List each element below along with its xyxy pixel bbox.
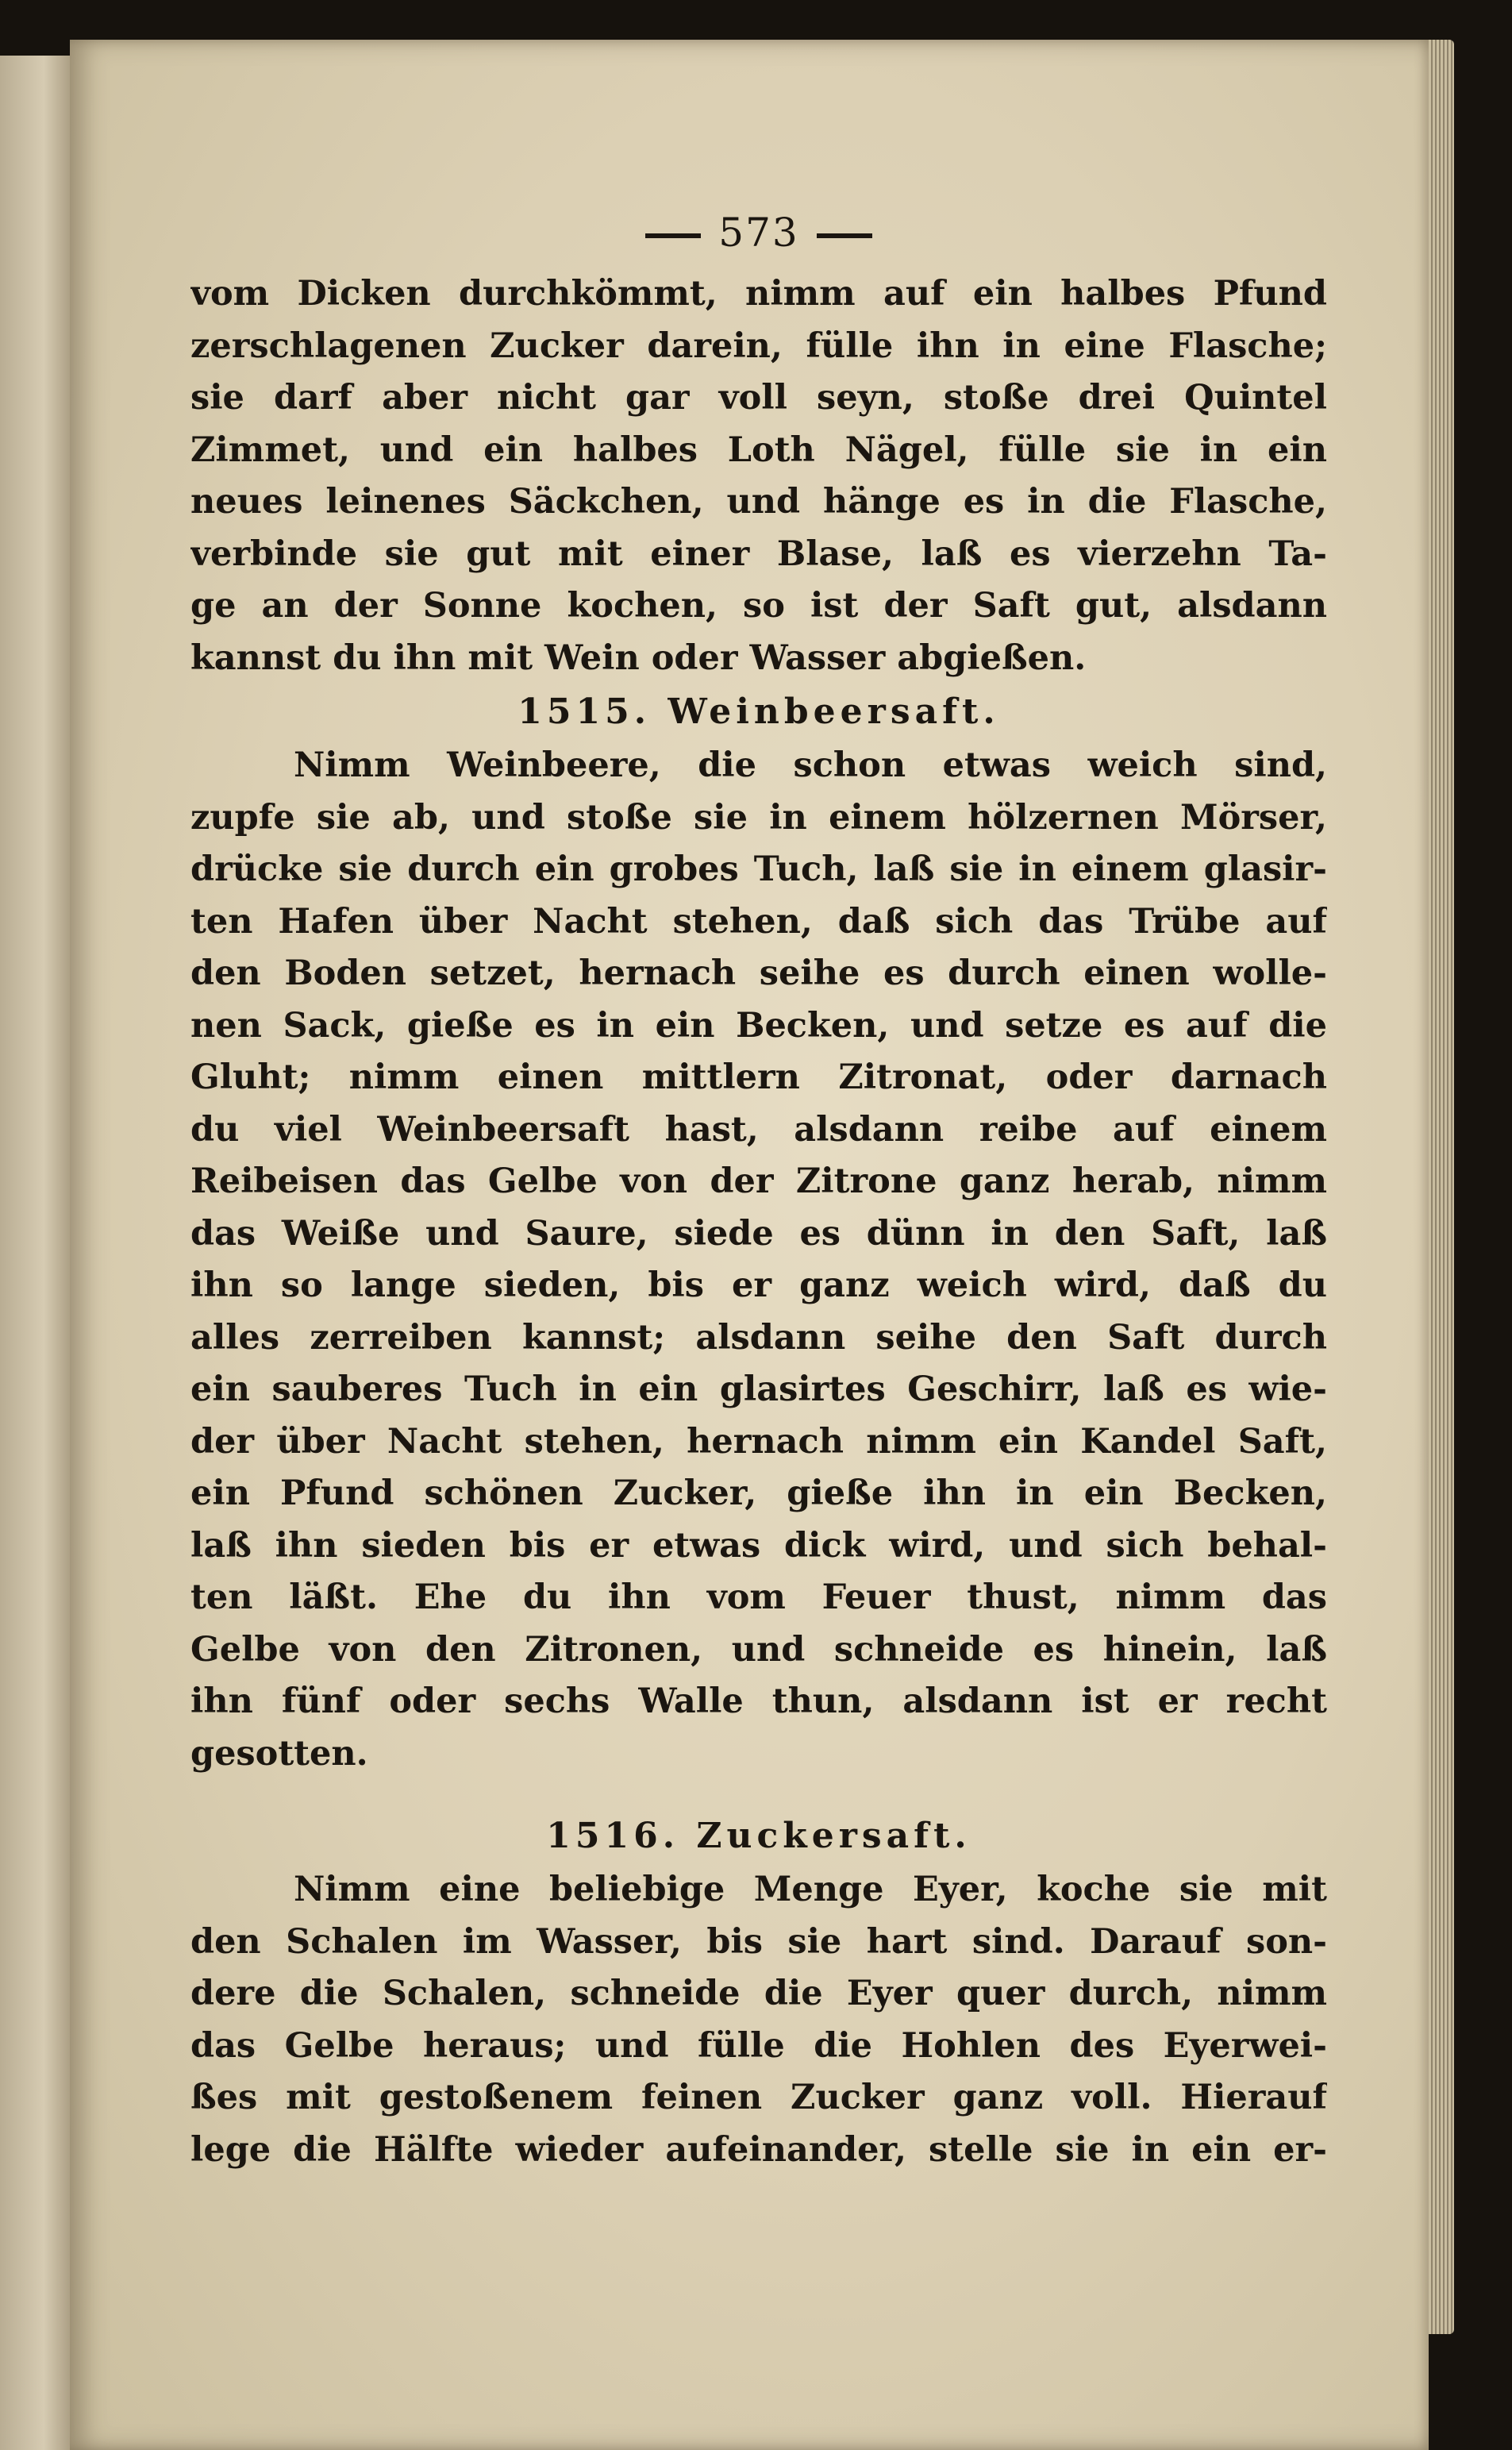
text-line: vom Dicken durchkömmt, nimm auf ein halbes Pfund [190,274,1327,314]
text-line: alles zerreiben kannst; alsdann seihe den Saft durch [190,1317,1327,1358]
page-number [190,197,1327,268]
page-number-value: 573 [718,210,799,256]
text-line: das Weiße und Saure, siede es dünn in den Saft, laß [190,1213,1327,1254]
text-line: den Boden setzet, hernach seihe es durch einen wolle- [190,953,1327,993]
facing-page-edge [0,56,75,2450]
text-line: gesotten. [190,1733,368,1774]
text-line: du viel Weinbeersaft hast, alsdann reibe auf einem [190,1109,1327,1150]
text-line: Zimmet, und ein halbes Loth Nägel, fülle sie in ein [190,430,1327,470]
text-line: zupfe sie ab, und stoße sie in einem hölzernen Mörser, [190,797,1327,838]
book-page [70,40,1429,2450]
text-line: drücke sie durch ein grobes Tuch, laß sie in einem glasir- [190,849,1327,889]
text-line: Gelbe von den Zitronen, und schneide es hinein, laß [190,1629,1327,1670]
recipe-heading-1515: 1515. Weinbeersaft. [517,691,1000,732]
page-text [190,197,1327,2176]
text-line: ihn so lange sieden, bis er ganz weich wird, daß du [190,1265,1327,1305]
text-line: sie darf aber nicht gar voll seyn, stoße drei Quintel [190,378,1327,418]
text-line: neues leinenes Säckchen, und hänge es in die Flasche, [190,482,1327,522]
text-line: ge an der Sonne kochen, so ist der Saft gut, alsdann [190,586,1327,626]
text-line: Nimm Weinbeere, die schon etwas weich sind, [294,745,1327,785]
text-line: der über Nacht stehen, hernach nimm ein Kandel Saft, [190,1421,1327,1462]
text-line: Gluht; nimm einen mittlern Zitronat, oder darnach [190,1057,1327,1097]
text-line: ßes mit gestoßenem feinen Zucker ganz voll. Hierauf [190,2078,1327,2117]
text-line: kannst du ihn mit Wein oder Wasser abgießen. [190,638,1087,678]
text-line: ten Hafen über Nacht stehen, daß sich das Trübe auf [190,901,1327,942]
text-line: nen Sack, gieße es in ein Becken, und setze es auf die [190,1005,1327,1046]
text-line: verbinde sie gut mit einer Blase, laß es vierzehn Ta- [190,534,1327,574]
text-line: Reibeisen das Gelbe von der Zitrone ganz herab, nimm [190,1161,1327,1201]
intro-paragraph [190,268,1327,684]
page-number-dash-right [817,233,872,238]
text-line: Nimm eine beliebige Menge Eyer, koche sie mit [294,1870,1327,1909]
text-line: laß ihn sieden bis er etwas dick wird, und sich behal- [190,1525,1327,1566]
recipe-heading-1516: 1516. Zuckersaft. [546,1816,971,1856]
recipe-body-1515 [190,740,1327,1780]
text-line: dere die Schalen, schneide die Eyer quer durch, nimm [190,1974,1327,2013]
text-line: den Schalen im Wasser, bis sie hart sind. Darauf son- [190,1921,1327,1962]
text-line: ihn fünf oder sechs Walle thun, alsdann ist er recht [190,1681,1327,1721]
text-line: ein Pfund schönen Zucker, gieße ihn in ein Becken, [190,1473,1327,1513]
recipe-body-1516 [190,1864,1327,2176]
page-number-dash-left [645,233,701,238]
text-line: ten läßt. Ehe du ihn vom Feuer thust, nimm das [190,1577,1327,1617]
text-line: zerschlagenen Zucker darein, fülle ihn in eine Flasche; [190,326,1327,366]
text-line: das Gelbe heraus; und fülle die Hohlen des Eyerwei- [190,2025,1327,2066]
text-line: lege die Hälfte wieder aufeinander, stelle sie in ein er- [190,2129,1327,2170]
text-line: ein sauberes Tuch in ein glasirtes Geschirr, laß es wie- [190,1369,1327,1409]
